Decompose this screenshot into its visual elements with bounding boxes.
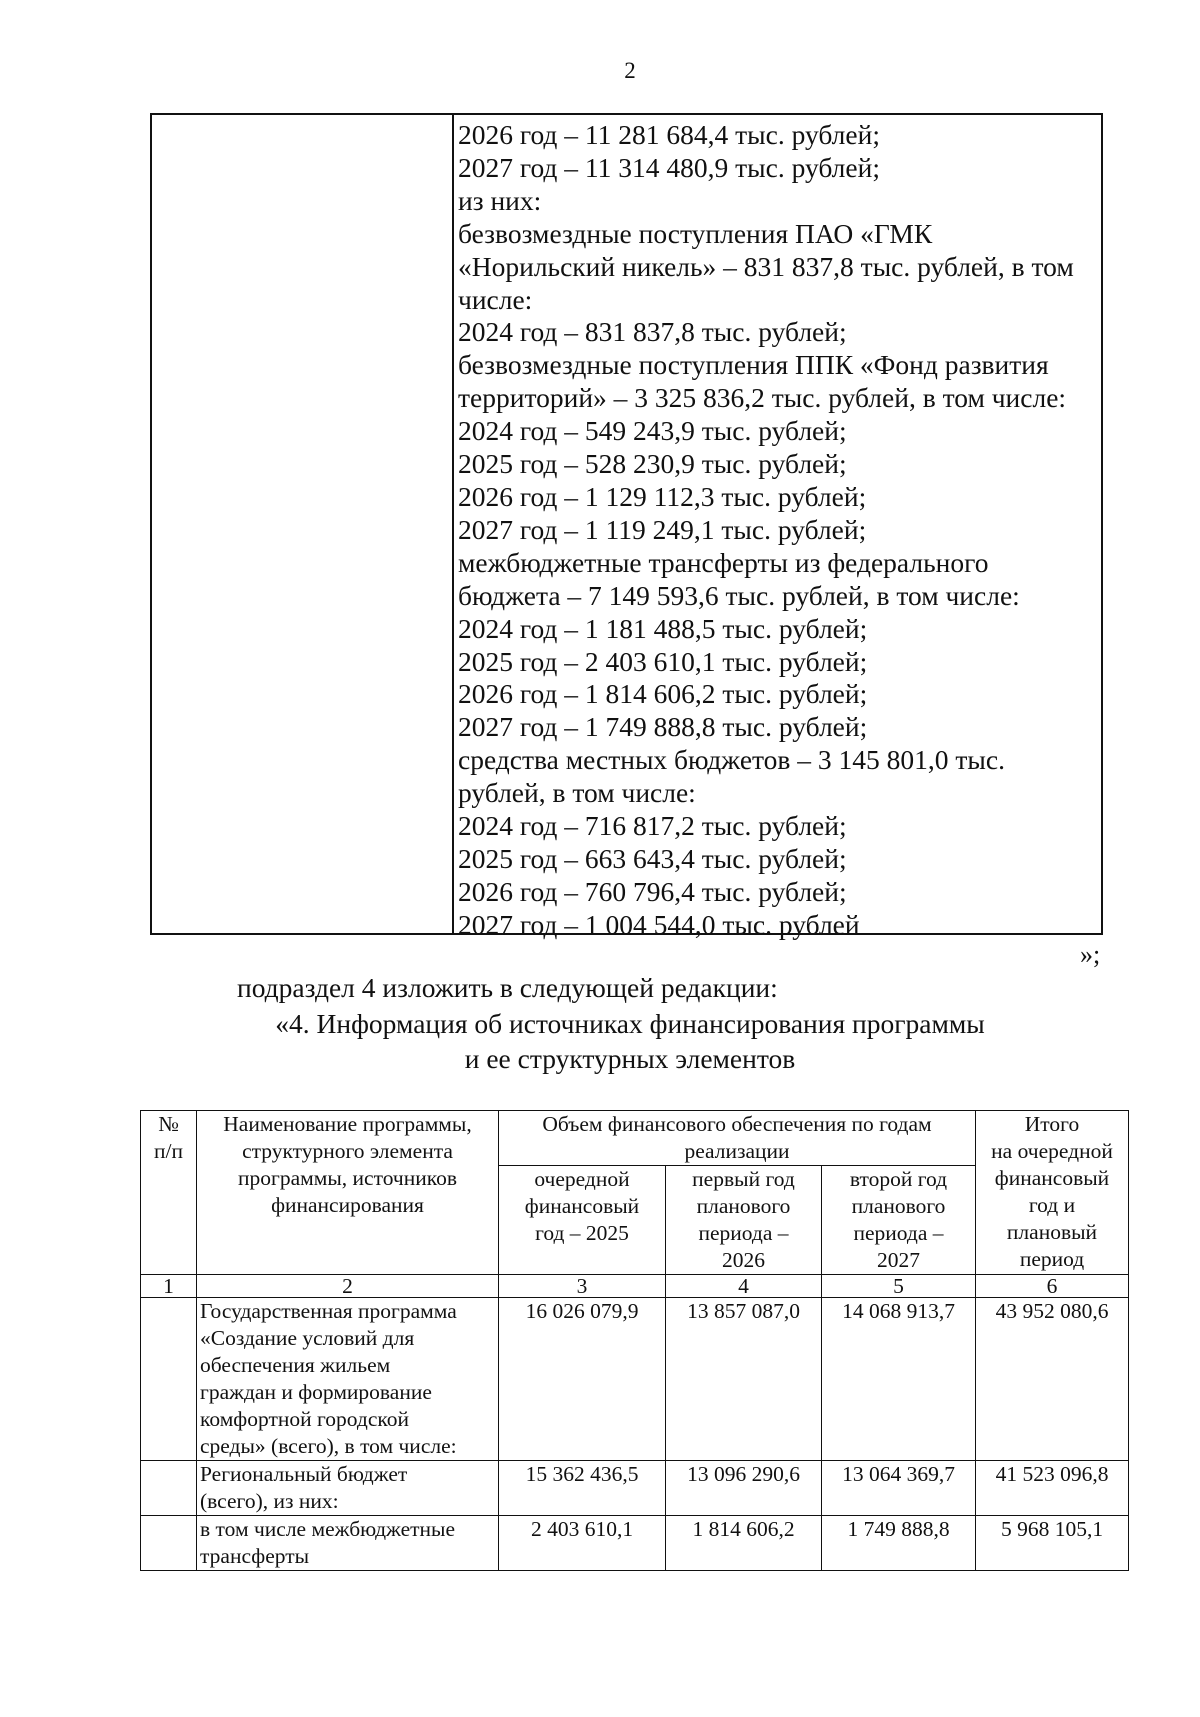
header-2026: первый год планового периода – 2026 [666,1166,822,1275]
value-total: 5 968 105,1 [976,1516,1129,1571]
text-line: бюджета – 7 149 593,6 тыс. рублей, в том числе: [458,579,1020,611]
section-heading-line-2: и ее структурных элементов [464,1043,796,1074]
value-total: 41 523 096,8 [976,1461,1129,1516]
section-heading-line-1: «4. Информация об источниках финансирования программы [275,1008,985,1039]
text-line: 2025 год – 528 230,9 тыс. рублей; [458,448,847,480]
text-line: межбюджетные трансферты из федерального [458,546,989,578]
intro-paragraph: подраздел 4 изложить в следующей редакции: [237,972,778,1003]
header-num: № п/п [141,1111,197,1275]
text-line: средства местных бюджетов – 3 145 801,0 тыс. [458,744,1005,776]
column-number-row [141,1275,1129,1298]
value-2026: 13 857 087,0 [666,1298,822,1461]
value-2027: 13 064 369,7 [822,1461,976,1516]
text-line: 2025 год – 663 643,4 тыс. рублей; [458,842,847,874]
text-line: 2027 год – 1 004 544,0 тыс. рублей [458,908,860,940]
row-name: Государственная программа «Создание условий для обеспечения жильем граждан и формирование комфортной городской среды» (всего), в том числе: [197,1298,499,1461]
header-name: Наименование программы, структурного элемента программы, источников финансирования [197,1111,499,1275]
text-line: рублей, в том числе: [458,777,696,809]
text-line: 2024 год – 549 243,9 тыс. рублей; [458,415,847,447]
header-volume: Объем финансового обеспечения по годам реализации [499,1111,976,1166]
column-number: 2 [197,1275,499,1298]
continuation-table [150,113,1103,940]
row-num [141,1461,197,1516]
value-2025: 2 403 610,1 [499,1516,666,1571]
page-number: 2 [624,58,636,83]
value-total: 43 952 080,6 [976,1298,1129,1461]
text-line: 2024 год – 1 181 488,5 тыс. рублей; [458,612,868,644]
text-line: 2026 год – 1 129 112,3 тыс. рублей; [458,480,867,512]
text-line: безвозмездные поступления ППК «Фонд развития [458,349,1049,381]
text-line: 2027 год – 1 749 888,8 тыс. рублей; [458,711,868,743]
row-num [141,1516,197,1571]
header-2027: второй год планового периода – 2027 [822,1166,976,1275]
value-2027: 14 068 913,7 [822,1298,976,1461]
value-2026: 1 814 606,2 [666,1516,822,1571]
header-2025: очередной финансовый год – 2025 [499,1166,666,1275]
column-number: 6 [976,1275,1129,1298]
text-line: «Норильский никель» – 831 837,8 тыс. рублей, в том [458,250,1074,282]
text-line: 2027 год – 11 314 480,9 тыс. рублей; [458,151,880,183]
value-2025: 16 026 079,9 [499,1298,666,1461]
value-2026: 13 096 290,6 [666,1461,822,1516]
text-line: из них: [458,184,542,216]
text-line: 2026 год – 1 814 606,2 тыс. рублей; [458,678,868,710]
closing-quote: »; [1080,940,1101,969]
value-2027: 1 749 888,8 [822,1516,976,1571]
table-row [141,1298,1129,1461]
text-line: безвозмездные поступления ПАО «ГМК [458,217,933,249]
row-num [141,1298,197,1461]
row-name: в том числе межбюджетные трансферты [197,1516,499,1571]
column-number: 4 [666,1275,822,1298]
row-name: Региональный бюджет (всего), из них: [197,1461,499,1516]
text-line: 2026 год – 760 796,4 тыс. рублей; [458,875,847,907]
text-line: 2025 год – 2 403 610,1 тыс. рублей; [458,645,868,677]
table-row [141,1516,1129,1571]
column-divider [452,115,454,933]
header-total: Итого на очередной финансовый год и плановый период [976,1111,1129,1275]
text-line: 2024 год – 716 817,2 тыс. рублей; [458,810,847,842]
value-2025: 15 362 436,5 [499,1461,666,1516]
text-line: числе: [458,283,533,315]
header-row [141,1111,1129,1166]
text-line: 2027 год – 1 119 249,1 тыс. рублей; [458,513,867,545]
column-number: 1 [141,1275,197,1298]
column-number: 3 [499,1275,666,1298]
funding-text-lines [458,119,1074,942]
text-line: 2026 год – 11 281 684,4 тыс. рублей; [458,119,880,150]
column-number: 5 [822,1275,976,1298]
text-line: 2024 год – 831 837,8 тыс. рублей; [458,316,847,348]
text-line: территорий» – 3 325 836,2 тыс. рублей, в том числе: [458,382,1067,414]
financing-table [140,1110,1129,1571]
table-row [141,1461,1129,1516]
